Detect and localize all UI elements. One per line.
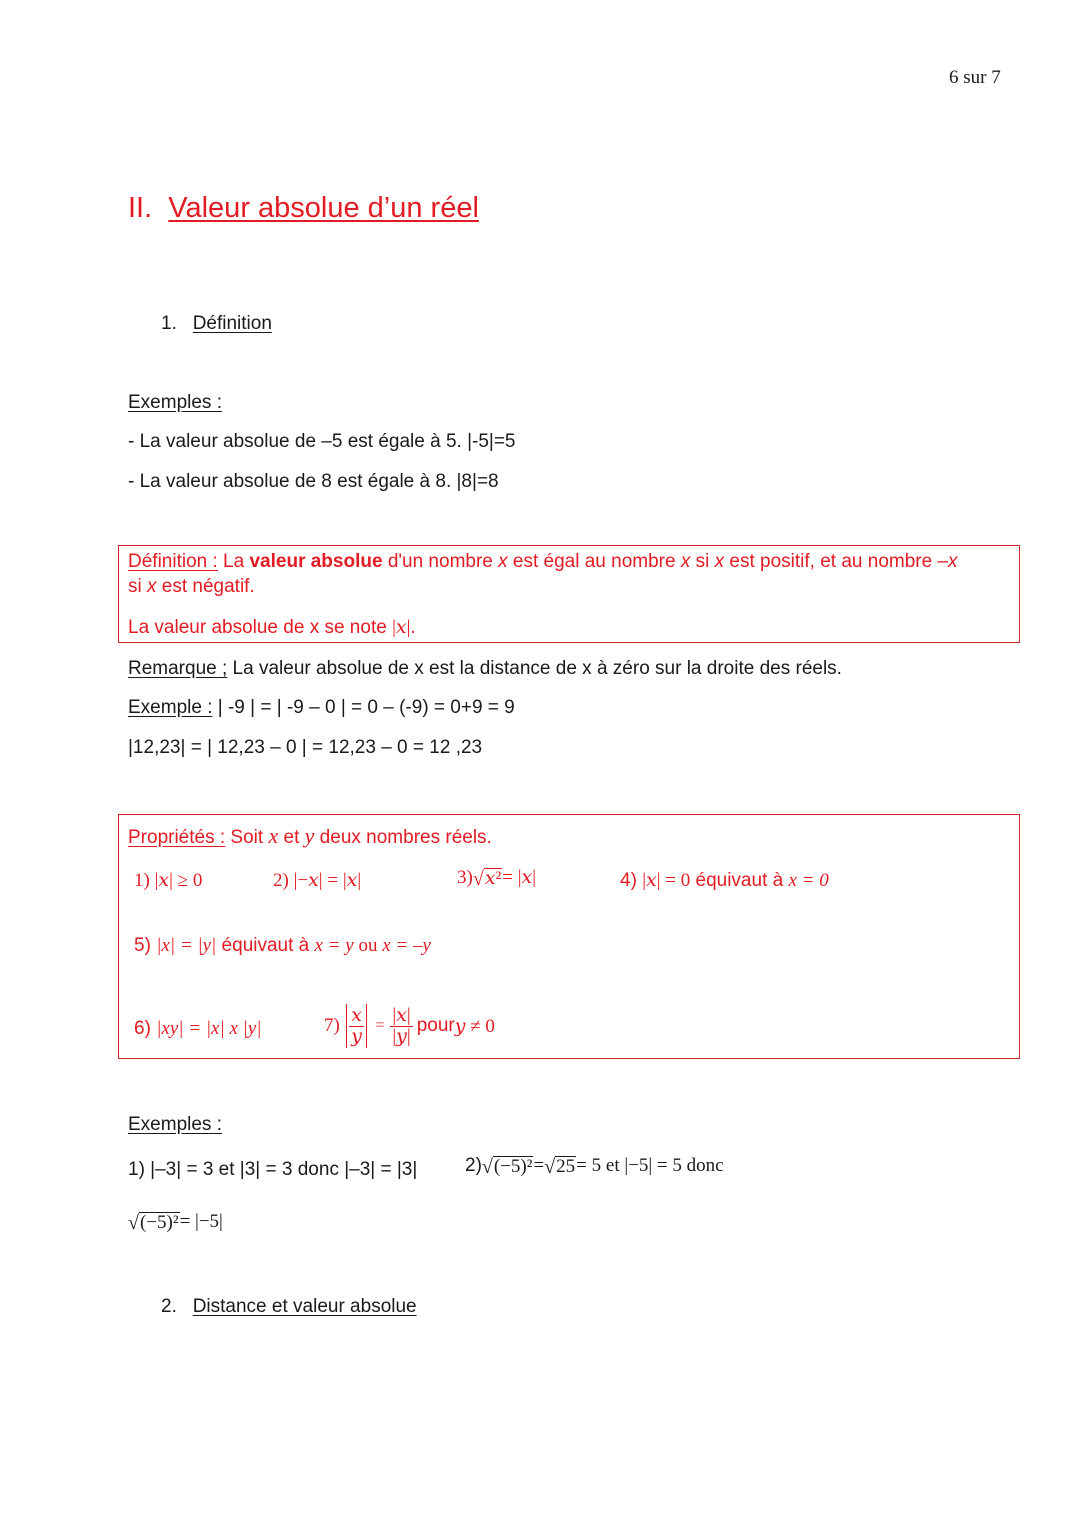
square-root: √ 𝑥² bbox=[472, 868, 502, 890]
property-3 bbox=[457, 866, 536, 889]
property-4 bbox=[620, 869, 829, 892]
property-4-math: |𝑥| = 0 bbox=[642, 870, 691, 891]
property-5-math: x = –y bbox=[382, 935, 431, 956]
property-5-text: ou bbox=[353, 935, 383, 956]
abs-bar-right bbox=[366, 1004, 367, 1048]
examples-2-item-2-continued bbox=[128, 1211, 223, 1233]
section-heading bbox=[128, 192, 479, 225]
properties-text: et bbox=[278, 827, 305, 848]
property-2: 2) |−𝑥| = |𝑥| bbox=[273, 870, 362, 891]
definition-text: est positif, et au nombre – bbox=[724, 551, 949, 572]
property-7-condition-math: 𝑦 ≠ 0 bbox=[454, 1015, 495, 1037]
property-6 bbox=[134, 1018, 262, 1040]
property-5 bbox=[134, 935, 431, 957]
property-4-text: équivaut à bbox=[690, 870, 789, 891]
fraction bbox=[390, 1006, 412, 1047]
radicand: 25 bbox=[556, 1156, 576, 1178]
definition-text: si bbox=[690, 551, 715, 572]
example-label: 2) bbox=[465, 1155, 482, 1176]
examples-2-item-2 bbox=[465, 1155, 724, 1177]
properties-label: Propriétés : bbox=[128, 827, 226, 848]
denominator: |𝑦| bbox=[392, 1025, 411, 1047]
variable-x: x bbox=[680, 551, 691, 572]
variable-x: x bbox=[498, 551, 508, 572]
property-5-math: |x| = |y| bbox=[156, 935, 217, 956]
properties-text: Soit bbox=[225, 827, 269, 848]
example-text: = 5 et |−5| = 5 donc bbox=[576, 1155, 724, 1176]
property-1: 1) |𝑥| ≥ 0 bbox=[134, 870, 203, 891]
property-6-math: |xy| = |x| x |y| bbox=[156, 1018, 262, 1039]
definition-notation bbox=[128, 616, 416, 639]
subsection-1-title: Définition bbox=[192, 313, 272, 334]
notation-text: La valeur absolue de x se note bbox=[128, 617, 393, 638]
subsection-1-heading bbox=[161, 313, 272, 335]
definition-text: La bbox=[217, 551, 250, 572]
examples-1-line-1: - La valeur absolue de –5 est égale à 5. |-5|=5 bbox=[128, 431, 516, 452]
property-6-label: 6) bbox=[134, 1018, 157, 1039]
remark-label: Remarque ; bbox=[128, 658, 228, 679]
subsection-2-heading bbox=[161, 1296, 417, 1318]
property-4-label: 4) bbox=[620, 870, 643, 891]
notation-text: . bbox=[410, 617, 416, 638]
properties-intro bbox=[128, 823, 492, 849]
definition-text: est négatif. bbox=[156, 576, 255, 597]
examples-1-line-2: - La valeur absolue de 8 est égale à 8. |8|=8 bbox=[128, 471, 499, 492]
definition-line-1 bbox=[128, 551, 958, 573]
definition-text: est égal au nombre bbox=[507, 551, 681, 572]
denominator: 𝑦 bbox=[351, 1025, 362, 1047]
property-7 bbox=[324, 1004, 495, 1048]
variable-x: x bbox=[948, 551, 958, 572]
numerator: |𝑥| bbox=[392, 1004, 411, 1026]
variable-x: x bbox=[268, 823, 279, 848]
subsection-2-number: 2. bbox=[161, 1296, 177, 1317]
notation-math: |𝑥| bbox=[392, 617, 411, 638]
square-root: √ (−5)² bbox=[128, 1212, 179, 1234]
remark-example-text: | -9 | = | -9 – 0 | = 0 – (-9) = 0+9 = 9 bbox=[212, 697, 515, 718]
property-7-label: 7) bbox=[324, 1015, 340, 1036]
remark-text: La valeur absolue de x est la distance de x à zéro sur la droite des réels. bbox=[227, 658, 842, 679]
property-4-math: x = 0 bbox=[788, 870, 829, 891]
definition-text: si bbox=[128, 576, 147, 597]
square-root: √ 25 bbox=[544, 1156, 576, 1178]
abs-bar-left bbox=[346, 1004, 347, 1048]
remark-example-label: Exemple : bbox=[128, 697, 213, 718]
remark-line bbox=[128, 658, 842, 680]
definition-term: valeur absolue bbox=[249, 551, 383, 572]
square-root: √ (−5)² bbox=[481, 1156, 533, 1178]
remark-example-2: |12,23| = | 12,23 – 0 | = 12,23 – 0 = 12 ,23 bbox=[128, 737, 483, 758]
radicand: 𝑥² bbox=[484, 868, 502, 890]
property-3-label: 3) bbox=[457, 867, 473, 888]
examples-2-item-1: 1) |–3| = 3 et |3| = 3 donc |–3| = |3| bbox=[128, 1159, 418, 1180]
section-numeral: II. bbox=[128, 192, 153, 224]
absolute-value-fraction bbox=[344, 1004, 370, 1048]
subsection-1-number: 1. bbox=[161, 313, 177, 334]
property-7-condition-text: pour bbox=[416, 1015, 455, 1036]
remark-example bbox=[128, 697, 515, 719]
property-5-label: 5) bbox=[134, 935, 157, 956]
definition-label: Définition : bbox=[128, 551, 218, 572]
variable-y: y bbox=[304, 823, 315, 848]
examples-1-heading: Exemples : bbox=[128, 392, 222, 413]
equals-sign: = bbox=[375, 1017, 385, 1034]
section-title: Valeur absolue d’un réel bbox=[168, 192, 479, 224]
page-number: 6 sur 7 bbox=[949, 67, 1001, 88]
example-text: = |−5| bbox=[179, 1211, 223, 1232]
numerator: 𝑥 bbox=[351, 1004, 362, 1026]
fraction bbox=[349, 1006, 364, 1047]
property-5-math: x = y bbox=[314, 935, 354, 956]
variable-x: x bbox=[714, 551, 725, 572]
definition-line-2 bbox=[128, 576, 255, 598]
property-3-rhs: = |𝑥| bbox=[502, 867, 537, 888]
variable-x: x bbox=[147, 576, 157, 597]
radicand: (−5)² bbox=[493, 1156, 533, 1178]
examples-2-heading: Exemples : bbox=[128, 1114, 222, 1135]
radicand: (−5)² bbox=[139, 1212, 179, 1234]
properties-text: deux nombres réels. bbox=[314, 827, 492, 848]
equals-sign: = bbox=[533, 1155, 545, 1176]
subsection-2-title: Distance et valeur absolue bbox=[192, 1296, 417, 1317]
property-5-text: équivaut à bbox=[216, 935, 315, 956]
definition-text: d'un nombre bbox=[382, 551, 499, 572]
